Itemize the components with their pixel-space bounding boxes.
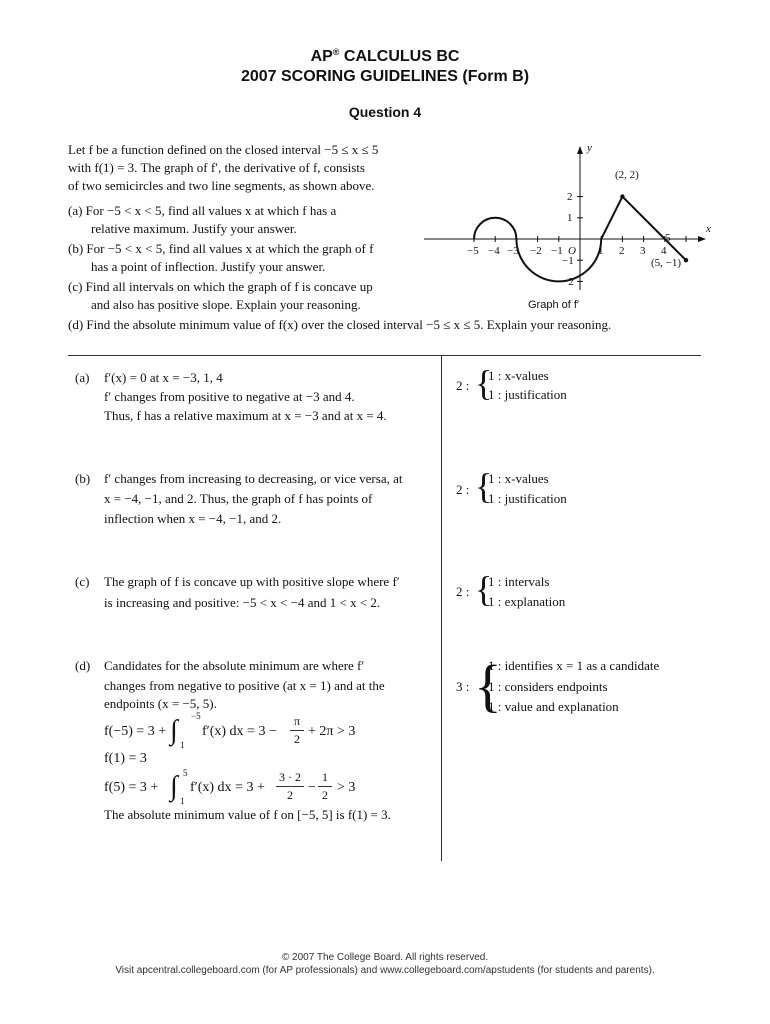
integral-sign-1: ∫ — [170, 715, 178, 746]
x-tick-label: −1 — [551, 245, 563, 257]
brace-c: { — [475, 569, 493, 609]
eq2: f(1) = 3 — [104, 751, 147, 766]
eq3-denominator-1: 2 — [287, 788, 293, 802]
part-d-line-2: changes from negative to positive (at x = 1) and at the — [104, 678, 385, 693]
title-suffix: CALCULUS BC — [343, 48, 460, 65]
brace-b: { — [475, 466, 493, 506]
eq3-minus: − — [308, 780, 316, 795]
part-b-rubric-2: 1 : justification — [488, 491, 567, 506]
point-5-neg1-dot — [684, 258, 688, 262]
registered-mark: ® — [332, 47, 340, 57]
prompt-line-10: (d) Find the absolute minimum value of f(x) over the closed interval −5 ≤ x ≤ 5. Explain your reasoning. — [68, 317, 612, 332]
page-title — [0, 47, 770, 66]
part-c-rubric-2: 1 : explanation — [488, 594, 566, 609]
part-a-line-3: Thus, f has a relative maximum at x = −3 and at x = 4. — [104, 408, 387, 423]
derivative-graph — [422, 140, 712, 315]
y-tick-label: −2 — [562, 276, 574, 288]
x-tick-label: 1 — [598, 245, 604, 257]
part-b-line-2: x = −4, −1, and 2. Thus, the graph of f has points of — [104, 491, 373, 506]
eq1-right: + 2π > 3 — [308, 724, 356, 739]
x-tick-label: −2 — [530, 245, 542, 257]
fraction-bar — [276, 786, 304, 787]
point-label-5-neg1: (5, −1) — [651, 257, 682, 269]
footer-visit-line: Visit apcentral.collegeboard.com (for AP professionals) and www.collegeboard.com/apstudents (for students and parents). — [115, 965, 655, 976]
eq3-upper-limit: 5 — [183, 768, 188, 778]
part-c-line-2: is increasing and positive: −5 < x < −4 and 1 < x < 2. — [104, 595, 381, 610]
eq1-lower-limit: 1 — [180, 740, 185, 750]
y-tick-label: 1 — [567, 212, 573, 224]
part-a-label: (a) — [75, 370, 90, 385]
page-subtitle: 2007 SCORING GUIDELINES (Form B) — [240, 68, 530, 85]
part-c-rubric-1: 1 : intervals — [488, 574, 550, 589]
part-d-conclusion: The absolute minimum value of f on [−5, 5] is f(1) = 3. — [104, 807, 391, 822]
part-a-line-2: f′ changes from positive to negative at −3 and 4. — [104, 389, 355, 404]
part-d-line-3: endpoints (x = −5, 5). — [104, 696, 217, 711]
table-top-rule — [68, 355, 701, 356]
prompt-line-3: of two semicircles and two line segments, as shown above. — [68, 178, 375, 193]
eq1-mid: f′(x) dx = 3 − — [202, 724, 277, 739]
point-2-2-dot — [620, 194, 624, 198]
eq3-mid: f′(x) dx = 3 + — [190, 780, 265, 795]
x-axis-arrow — [698, 236, 706, 242]
y-axis-label: y — [587, 142, 592, 154]
part-b-line-1: f′ changes from increasing to decreasing, or vice versa, at — [104, 471, 403, 486]
x-tick-label: 5 — [665, 232, 671, 244]
eq1-upper-limit: −5 — [191, 711, 201, 721]
prompt-line-1: Let f be a function defined on the closed interval −5 ≤ x ≤ 5 — [68, 142, 379, 157]
x-axis-label: x — [706, 223, 711, 235]
part-d-label: (d) — [75, 658, 91, 673]
eq3-denominator-2: 2 — [322, 788, 328, 802]
brace-a: { — [475, 363, 493, 403]
part-c-points: 2 : — [456, 584, 470, 599]
part-b-line-3: inflection when x = −4, −1, and 2. — [104, 511, 282, 526]
eq3-numerator-2: 1 — [322, 770, 328, 784]
x-tick-label: −3 — [507, 245, 519, 257]
y-axis-arrow — [577, 146, 583, 154]
part-d-points: 3 : — [456, 679, 470, 694]
x-tick-label: 4 — [661, 245, 667, 257]
copyright-notice: © 2007 The College Board. All rights reserved. — [281, 952, 489, 963]
part-d-rubric-3: 1 : value and explanation — [488, 699, 619, 714]
part-d-line-1: Candidates for the absolute minimum are where f′ — [104, 658, 365, 673]
eq3-left: f(5) = 3 + — [104, 780, 159, 795]
point-label-2-2: (2, 2) — [615, 169, 639, 181]
part-c-line-1: The graph of f is concave up with positive slope where f′ — [104, 574, 400, 589]
prompt-line-4: (a) For −5 < x < 5, find all values x at which f has a — [68, 203, 337, 218]
prompt-line-9: and also has positive slope. Explain your reasoning. — [91, 297, 361, 312]
eq1-left: f(−5) = 3 + — [104, 724, 167, 739]
y-tick-label: −1 — [562, 255, 574, 267]
part-a-rubric-2: 1 : justification — [488, 387, 567, 402]
part-d-rubric-1: 1 : identifies x = 1 as a candidate — [488, 658, 660, 673]
eq1-denominator: 2 — [294, 732, 300, 746]
fraction-bar — [318, 786, 332, 787]
prompt-line-8: (c) Find all intervals on which the graph of f is concave up — [68, 279, 373, 294]
brace-d: { — [474, 653, 502, 718]
x-tick-label: 2 — [619, 245, 625, 257]
origin-label: O — [568, 245, 576, 257]
title-prefix: AP — [310, 48, 333, 65]
part-b-rubric-1: 1 : x-values — [488, 471, 549, 486]
column-divider — [441, 356, 442, 861]
question-heading: Question 4 — [348, 104, 422, 120]
prompt-line-5: relative maximum. Justify your answer. — [91, 221, 297, 236]
eq3-numerator-1: 3 · 2 — [279, 770, 301, 784]
part-a-line-1: f′(x) = 0 at x = −3, 1, 4 — [104, 370, 223, 385]
x-tick-label: 3 — [640, 245, 646, 257]
x-tick-label: −5 — [467, 245, 479, 257]
part-b-points: 2 : — [456, 482, 470, 497]
part-a-points: 2 : — [456, 378, 470, 393]
prompt-line-2: with f(1) = 3. The graph of f′, the derivative of f, consists — [68, 160, 365, 175]
eq1-numerator: π — [293, 714, 301, 728]
eq3-lower-limit: 1 — [180, 796, 185, 806]
x-tick-label: −4 — [488, 245, 500, 257]
y-tick-label: 2 — [567, 191, 573, 203]
eq3-right: > 3 — [337, 780, 356, 795]
integral-sign-2: ∫ — [170, 771, 178, 802]
part-c-label: (c) — [75, 574, 90, 589]
part-d-rubric-2: 1 : considers endpoints — [488, 679, 608, 694]
prompt-line-6: (b) For −5 < x < 5, find all values x at which the graph of f — [68, 241, 374, 256]
graph-caption: Graph of f′ — [528, 299, 579, 311]
fraction-bar — [290, 730, 304, 731]
part-a-rubric-1: 1 : x-values — [488, 368, 549, 383]
part-b-label: (b) — [75, 471, 91, 486]
prompt-line-7: has a point of inflection. Justify your answer. — [91, 259, 326, 274]
